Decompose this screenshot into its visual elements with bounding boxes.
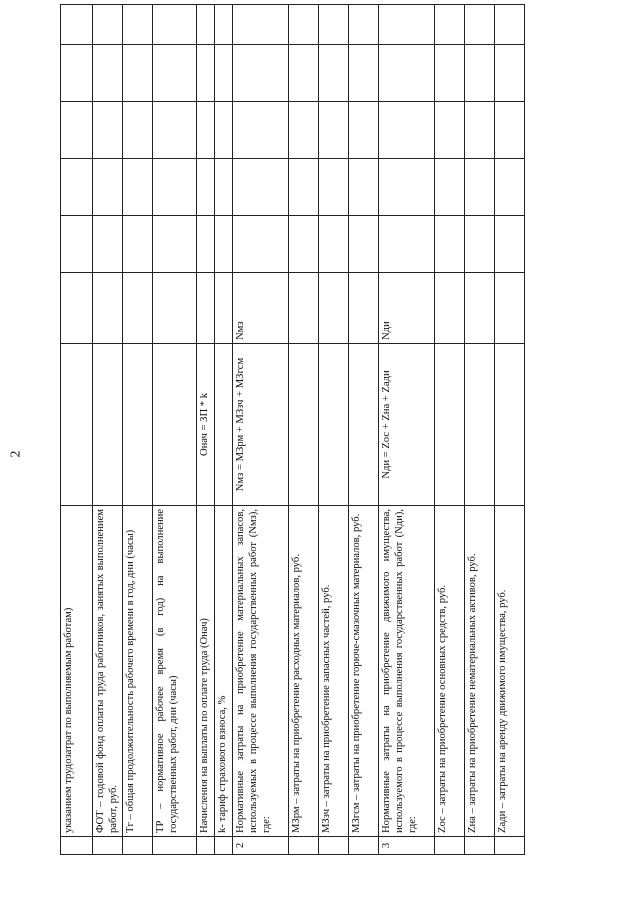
symbol-cell: Nмз [233,273,289,344]
text-cell: Zади – затраты на аренду движимого имущества, руб. [495,506,525,837]
table-row [233,5,289,855]
table-row [379,5,435,855]
symbol-cell: Nди [379,273,435,344]
text-cell: Нормативные затраты на приобретение движимого имущества, используемого в процессе выполнения государственных работ (Nди), где: [379,506,435,837]
table-row [93,5,123,855]
table-row [61,5,93,855]
text-cell: ТР – нормативное рабочее время (в год) на выполнение государственных работ, дни (часы) [153,506,197,837]
formula-cell: Nмз = МЗрм + МЗзч + МЗгсм [233,344,289,506]
text-cell: МЗзч – затраты на приобретение запасных частей, руб. [319,506,349,837]
formula-cell: Онач = ЗП * k [197,344,215,506]
text-cell: Начисления на выплаты по оплате труда (Онач) [197,506,215,837]
num-cell: 2 [233,837,289,855]
text-cell: МЗгсм – затраты на приобретение горюче-смазочных материалов, руб. [349,506,379,837]
text-cell: указанием трудозатрат по выполняемым работам) [61,506,93,837]
table-row [215,5,233,855]
num-cell [61,837,93,855]
text-cell: Нормативные затраты на приобретение материальных запасов, используемых в процессе выполнения государственных работ (Nмз), где: [233,506,289,837]
normative-costs-table [60,4,525,855]
text-cell: k- тариф страхового взноса, % [215,506,233,837]
table-row [153,5,197,855]
table-row [495,5,525,855]
table-row [123,5,153,855]
table-row [349,5,379,855]
text-cell: ФОТ – годовой фонд оплаты труда работников, занятых выполнением работ, руб. [93,506,123,837]
table-row [465,5,495,855]
table-row [319,5,349,855]
table-row [289,5,319,855]
text-cell: Zос – затраты на приобретение основных средств, руб. [435,506,465,837]
table-row [197,5,215,855]
page-number: 2 [8,450,24,458]
num-cell: 3 [379,837,435,855]
formula-cell: Nди = Zос + Zна + Zади [379,344,435,506]
text-cell: Тг – общая продолжительность рабочего времени в год, дни (часы) [123,506,153,837]
text-cell: Zна – затраты на приобретение нематериальных активов, руб. [465,506,495,837]
table-row [435,5,465,855]
text-cell: МЗрм – затраты на приобретение расходных материалов, руб. [289,506,319,837]
